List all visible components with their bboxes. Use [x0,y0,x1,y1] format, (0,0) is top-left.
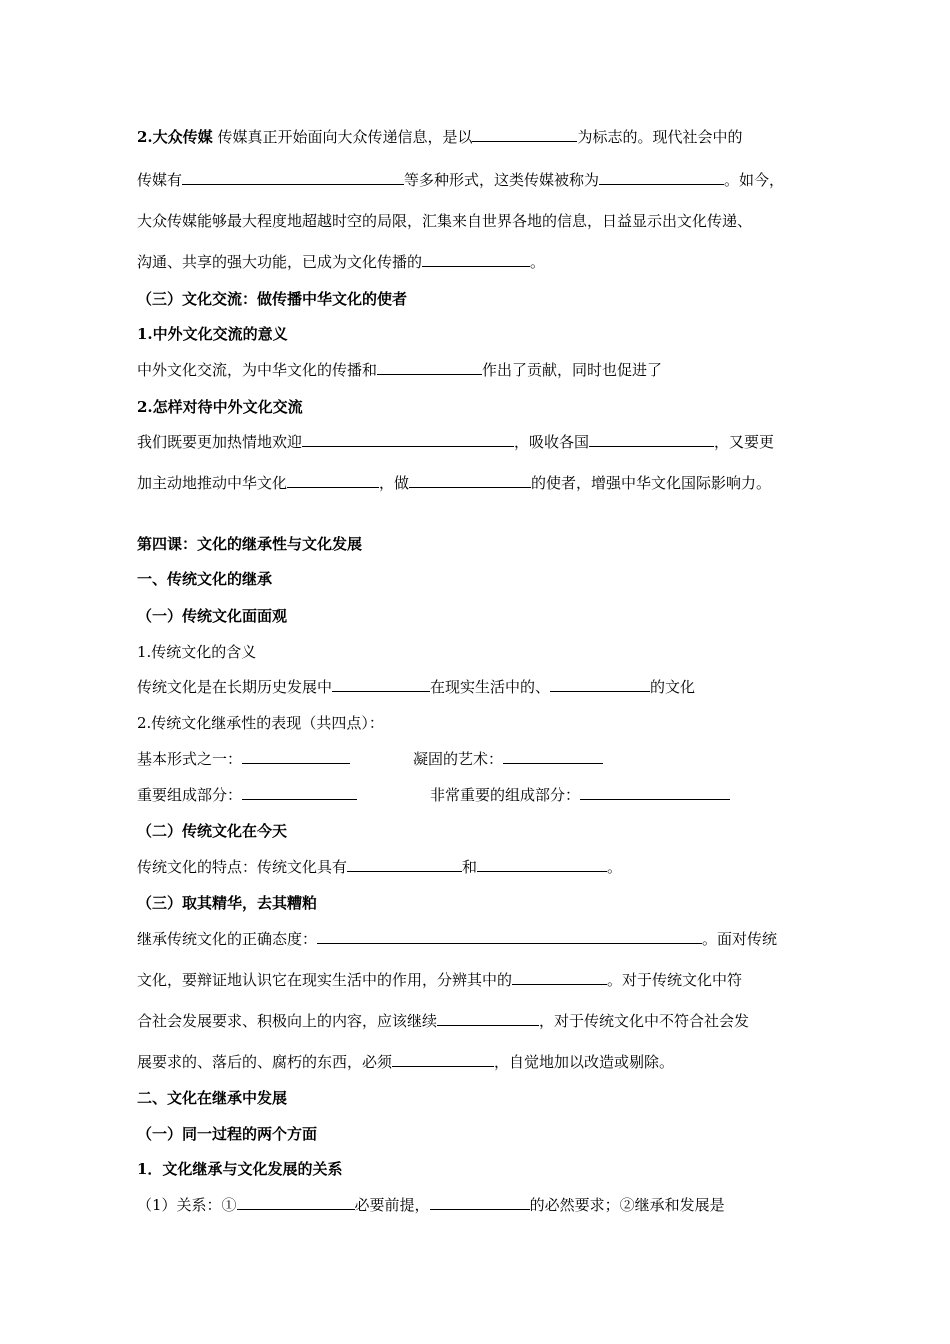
text: 在现实生活中的、 [430,678,551,696]
subheading: 2.怎样对待中外文化交流 [137,398,303,416]
exchange-line-3 [137,472,771,494]
mass-media-line-1 [137,126,742,148]
fill-blank[interactable] [242,748,350,764]
text: 继承传统文化的正确态度： [137,930,318,948]
fill-blank[interactable] [317,928,702,944]
fill-blank[interactable] [332,676,430,692]
text: 和 [462,858,478,876]
text: 为标志的。现代社会中的 [577,128,743,146]
attitude-line-2 [137,969,742,991]
form-line-1 [137,748,350,770]
exchange-line-1 [137,359,662,381]
text: ，又要更 [714,433,775,451]
mass-media-line-2 [137,169,784,191]
mass-media-line-3 [137,210,752,232]
fill-blank[interactable] [477,856,607,872]
fill-blank[interactable] [580,784,730,800]
fill-blank[interactable] [599,169,724,185]
attitude-line-1 [137,928,777,950]
section-heading: （二）传统文化在今天 [137,822,288,840]
text: 沟通、共享的强大功能，已成为文化传播的 [137,253,423,271]
text: 重要组成部分： [137,786,243,804]
fill-blank[interactable] [589,431,714,447]
fill-blank[interactable] [409,472,531,488]
fill-blank[interactable] [287,472,379,488]
text: ，做 [379,474,410,492]
text: 传媒有 [137,171,183,189]
fill-blank[interactable] [422,251,530,267]
section-heading: （三）取其精华，去其糟粕 [137,894,318,912]
fill-blank[interactable] [512,969,607,985]
item-heading: 2.传统文化继承性的表现（共四点）： [137,714,384,732]
form-line-4 [430,784,730,806]
text: （1）关系：① [137,1196,237,1214]
section-heading: （一）同一过程的两个方面 [137,1125,318,1143]
fill-blank[interactable] [347,856,462,872]
text: 的文化 [650,678,696,696]
fill-blank[interactable] [377,359,482,375]
part-heading: 一、传统文化的继承 [137,570,273,588]
fill-blank[interactable] [430,1194,530,1210]
text: 的使者，增强中华文化国际影响力。 [531,474,772,492]
text: 传媒真正开始面向大众传递信息，是以 [217,128,473,146]
part-heading: 二、文化在继承中发展 [137,1089,288,1107]
fill-blank[interactable] [237,1194,355,1210]
text: 大众传媒能够最大程度地超越时空的局限，汇集来自世界各地的信息，日益显示出文化传递、 [137,212,753,230]
text: 合社会发展要求、积极向上的内容，应该继续 [137,1012,438,1030]
text: 的必然要求；②继承和发展是 [529,1196,725,1214]
form-line-2 [413,748,603,770]
fill-blank[interactable] [182,169,404,185]
text: ，对于传统文化中不符合社会发 [539,1012,750,1030]
fill-blank[interactable] [302,431,514,447]
exchange-line-2 [137,431,774,453]
fill-blank[interactable] [242,784,357,800]
text: 文化，要辩证地认识它在现实生活中的作用，分辨其中的 [137,971,513,989]
text: ，吸收各国 [514,433,590,451]
text: 加主动地推动中华文化 [137,474,288,492]
text: 。如今， [724,171,785,189]
text: 。对于传统文化中符 [607,971,743,989]
definition-line [137,676,695,698]
form-line-3 [137,784,357,806]
fill-blank[interactable] [392,1051,494,1067]
text: 。 [530,253,546,271]
text: 传统文化的特点：传统文化具有 [137,858,348,876]
text: 作出了贡献，同时也促进了 [482,361,663,379]
text: 必要前提， [354,1196,430,1214]
relation-line [137,1194,725,1216]
subheading: 1.中外文化交流的意义 [137,325,288,343]
fill-blank[interactable] [503,748,603,764]
text: 非常重要的组成部分： [430,786,581,804]
section-heading: （一）传统文化面面观 [137,607,288,625]
text: 我们既要更加热情地欢迎 [137,433,303,451]
text: 中外文化交流，为中华文化的传播和 [137,361,378,379]
text: 基本形式之一： [137,750,243,768]
text: 展要求的、落后的、腐朽的东西，必须 [137,1053,393,1071]
mass-media-heading: 2.大众传媒 [137,128,213,146]
section-heading: （三）文化交流：做传播中华文化的使者 [137,290,408,308]
fill-blank[interactable] [550,676,650,692]
fill-blank[interactable] [437,1010,539,1026]
fill-blank[interactable] [472,126,577,142]
attitude-line-4 [137,1051,674,1073]
mass-media-line-4 [137,251,545,273]
item-heading: 1.传统文化的含义 [137,643,257,661]
attitude-line-3 [137,1010,749,1032]
text: ，自觉地加以改造或剔除。 [494,1053,675,1071]
text: 凝固的艺术： [413,750,504,768]
text: 。面对传统 [702,930,778,948]
text: 等多种形式，这类传媒被称为 [404,171,600,189]
lesson-title: 第四课：文化的继承性与文化发展 [137,535,363,553]
text: 。 [607,858,623,876]
features-line [137,856,622,878]
item-heading: 1．文化继承与文化发展的关系 [137,1160,343,1178]
text: 传统文化是在长期历史发展中 [137,678,333,696]
